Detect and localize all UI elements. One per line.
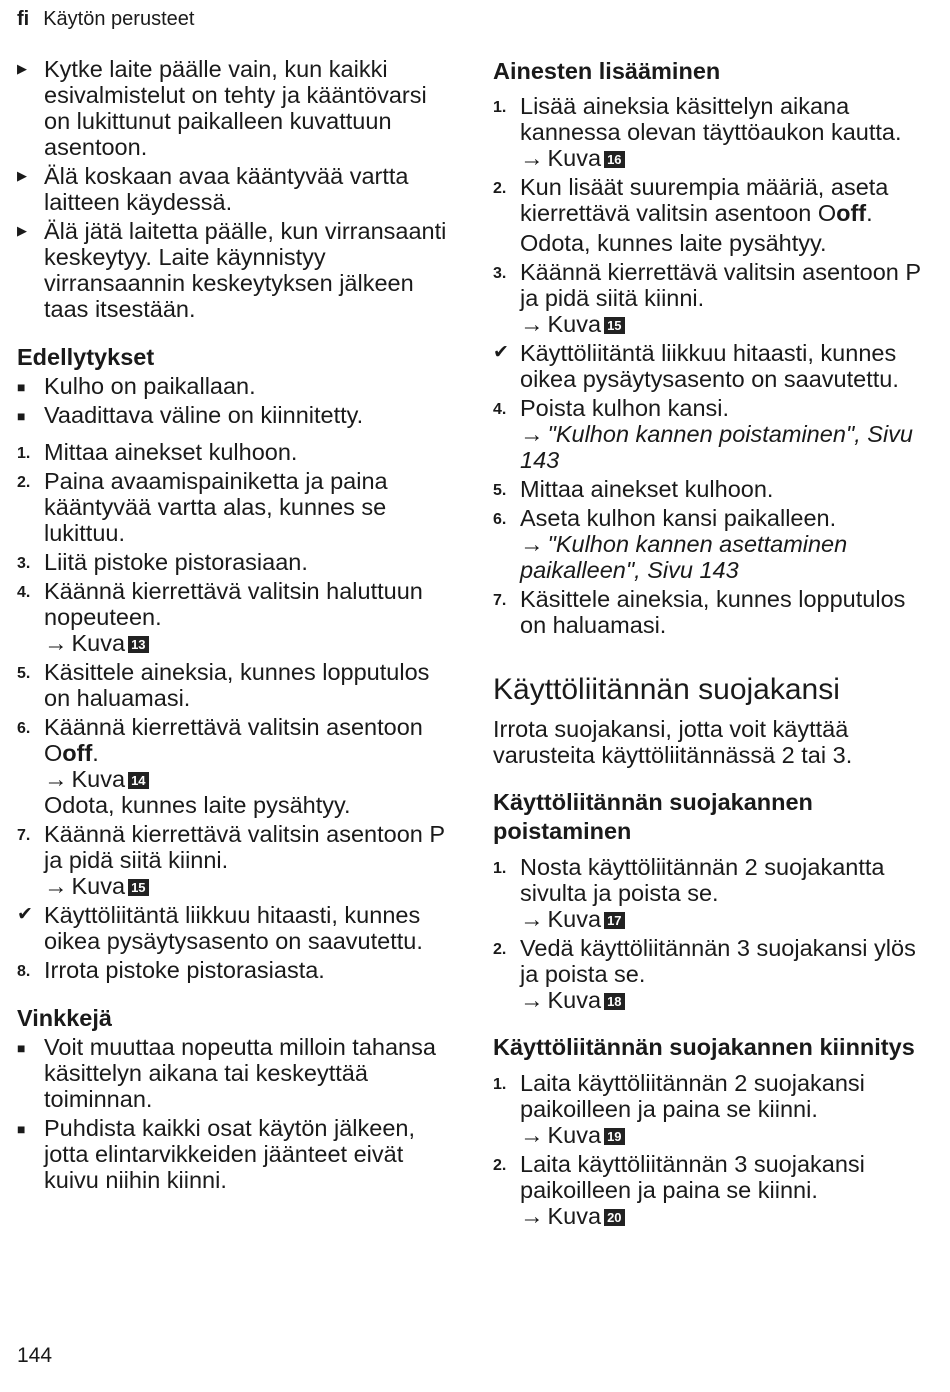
page-reference-link[interactable]: → "Kulhon kannen asettaminen paikalleen", Sivu 143 <box>520 531 848 583</box>
step-4: 4. Käännä kierrettävä valitsin haluttuun nopeuteen. → Kuva 13 <box>17 578 457 656</box>
attach-step-1: 1. Laita käyttöliitännän 2 suojakansi paikoilleen ja paina se kiinni. → Kuva 19 <box>493 1070 933 1148</box>
figure-reference: → Kuva 15 <box>44 873 457 899</box>
checkmark-icon: ✔ <box>493 342 509 363</box>
arrow-right-icon: → <box>520 311 544 337</box>
add-step-1: 1. Lisää aineksia käsittelyn aikana kannessa olevan täyttöaukon kautta. → Kuva 16 <box>493 93 933 171</box>
remove-cover-heading: Käyttöliitännän suojakannen poistaminen <box>493 789 813 844</box>
step-note: Odota, kunnes laite pysähtyy. <box>44 792 351 818</box>
off-symbol: O <box>817 200 837 226</box>
adding-ingredients-heading: Ainesten lisääminen <box>493 58 721 84</box>
figure-number-badge: 15 <box>128 879 148 896</box>
safety-item: ▶ Älä jätä laitetta päälle, kun virransaanti keskeytyy. Laite käynnistyy virransaannin keskeytyksen jälkeen taas itsestään. <box>17 218 447 322</box>
figure-number-badge: 13 <box>128 636 148 653</box>
figure-reference: → Kuva 13 <box>44 630 457 656</box>
step-note: Odota, kunnes laite pysähtyy. <box>520 230 827 256</box>
triangle-bullet-icon: ▶ <box>17 61 27 76</box>
figure-number-badge: 19 <box>604 1128 624 1145</box>
left-column <box>17 56 457 1196</box>
arrow-right-icon: → <box>44 630 68 656</box>
add-step-5: 5. Mittaa ainekset kulhoon. <box>493 476 774 502</box>
arrow-right-icon: → <box>520 906 544 932</box>
step-5: 5. Käsittele aineksia, kunnes lopputulos on haluamasi. <box>17 659 430 711</box>
checkmark-icon: ✔ <box>17 904 33 925</box>
square-bullet-icon: ■ <box>17 1040 26 1056</box>
step-3: 3. Liitä pistoke pistorasiaan. <box>17 549 308 575</box>
tip-item: ■ Voit muuttaa nopeutta milloin tahansa käsittelyn aikana tai keskeyttää toiminnan. <box>17 1034 436 1112</box>
figure-reference: → Kuva 19 <box>520 1122 933 1148</box>
safety-item: ▶ Kytke laite päälle vain, kun kaikki esivalmistelut on tehty ja kääntövarsi on lukittunut paikalleen kuvattuun asentoon. <box>17 56 427 160</box>
square-bullet-icon: ■ <box>17 408 26 424</box>
step-6: 6. Käännä kierrettävä valitsin asentoon Ooff. → Kuva 14 Odota, kunnes laite pysähtyy. <box>17 714 457 818</box>
step-7: 7. Käännä kierrettävä valitsin asentoon P ja pidä siitä kiinni. → Kuva 15 <box>17 821 457 899</box>
tips-heading: Vinkkejä <box>17 1005 112 1031</box>
arrow-right-icon: → <box>520 145 544 171</box>
tip-item: ■ Puhdista kaikki osat käytön jälkeen, jotta elintarvikkeiden jäänteet eivät kuivu niihin kiinni. <box>17 1115 415 1193</box>
attach-step-2: 2. Laita käyttöliitännän 3 suojakansi paikoilleen ja paina se kiinni. → Kuva 20 <box>493 1151 933 1229</box>
figure-number-badge: 14 <box>128 772 148 789</box>
figure-reference: → Kuva 17 <box>520 906 933 932</box>
prerequisites-heading: Edellytykset <box>17 344 155 370</box>
figure-reference: → Kuva 20 <box>520 1203 933 1229</box>
figure-number-badge: 16 <box>604 151 624 168</box>
section-title: Käyttöliitännän suojakansi <box>493 673 840 706</box>
page-number: 144 <box>17 1344 53 1367</box>
remove-step-1: 1. Nosta käyttöliitännän 2 suojakantta sivulta ja poista se. → Kuva 17 <box>493 854 933 932</box>
add-step-4: 4. Poista kulhon kansi. → "Kulhon kannen poistaminen", Sivu 143 <box>493 395 933 473</box>
figure-number-badge: 17 <box>604 912 624 929</box>
safety-item: ▶ Älä koskaan avaa kääntyvää vartta laitteen käydessä. <box>17 163 409 215</box>
prerequisite-item: ■ Vaadittava väline on kiinnitetty. <box>17 402 364 428</box>
square-bullet-icon: ■ <box>17 379 26 395</box>
remove-step-2: 2. Vedä käyttöliitännän 3 suojakansi ylös ja poista se. → Kuva 18 <box>493 935 933 1013</box>
add-step-2: 2. Kun lisäät suurempia määriä, aseta kierrettävä valitsin asentoon Ooff. Odota, kunnes laite pysähtyy. <box>493 174 933 256</box>
figure-reference: → Kuva 15 <box>520 311 933 337</box>
step-result: ✔ Käyttöliitäntä liikkuu hitaasti, kunnes oikea pysäytysasento on saavutettu. <box>493 340 899 392</box>
figure-reference: → Kuva 18 <box>520 987 933 1013</box>
arrow-right-icon: → <box>520 987 544 1013</box>
page-reference-link[interactable]: → "Kulhon kannen poistaminen", Sivu 143 <box>520 421 914 473</box>
square-bullet-icon: ■ <box>17 1121 26 1137</box>
step-2: 2. Paina avaamispainiketta ja paina kääntyvää vartta alas, kunnes se lukittuu. <box>17 468 388 546</box>
add-step-6: 6. Aseta kulhon kansi paikalleen. → "Kulhon kannen asettaminen paikalleen", Sivu 143 <box>493 505 933 583</box>
section-intro: Irrota suojakansi, jotta voit käyttää varusteita käyttöliitännässä 2 tai 3. <box>493 716 853 768</box>
triangle-bullet-icon: ▶ <box>17 168 27 183</box>
figure-reference: → Kuva 16 <box>520 145 933 171</box>
figure-number-badge: 15 <box>604 317 624 334</box>
figure-reference: → Kuva 14 <box>44 766 457 792</box>
off-symbol: O <box>44 740 63 766</box>
step-8: 8. Irrota pistoke pistorasiasta. <box>17 957 325 983</box>
prerequisite-item: ■ Kulho on paikallaan. <box>17 373 256 399</box>
figure-number-badge: 18 <box>604 993 624 1010</box>
step-1: 1. Mittaa ainekset kulhoon. <box>17 439 298 465</box>
arrow-right-icon: → <box>520 531 544 557</box>
step-result: ✔ Käyttöliitäntä liikkuu hitaasti, kunnes oikea pysäytysasento on saavutettu. <box>17 902 423 954</box>
figure-number-badge: 20 <box>604 1209 624 1226</box>
arrow-right-icon: → <box>44 766 68 792</box>
arrow-right-icon: → <box>44 873 68 899</box>
add-step-3: 3. Käännä kierrettävä valitsin asentoon P ja pidä siitä kiinni. → Kuva 15 <box>493 259 933 337</box>
triangle-bullet-icon: ▶ <box>17 223 27 238</box>
arrow-right-icon: → <box>520 421 544 447</box>
right-column <box>493 56 933 1232</box>
attach-cover-heading: Käyttöliitännän suojakannen kiinnitys <box>493 1034 915 1060</box>
arrow-right-icon: → <box>520 1122 544 1148</box>
arrow-right-icon: → <box>520 1203 544 1229</box>
header-title: Käytön perusteet <box>43 8 195 30</box>
language-code: fi <box>17 8 30 30</box>
add-step-7: 7. Käsittele aineksia, kunnes lopputulos on haluamasi. <box>493 586 906 638</box>
page-header <box>17 8 194 31</box>
